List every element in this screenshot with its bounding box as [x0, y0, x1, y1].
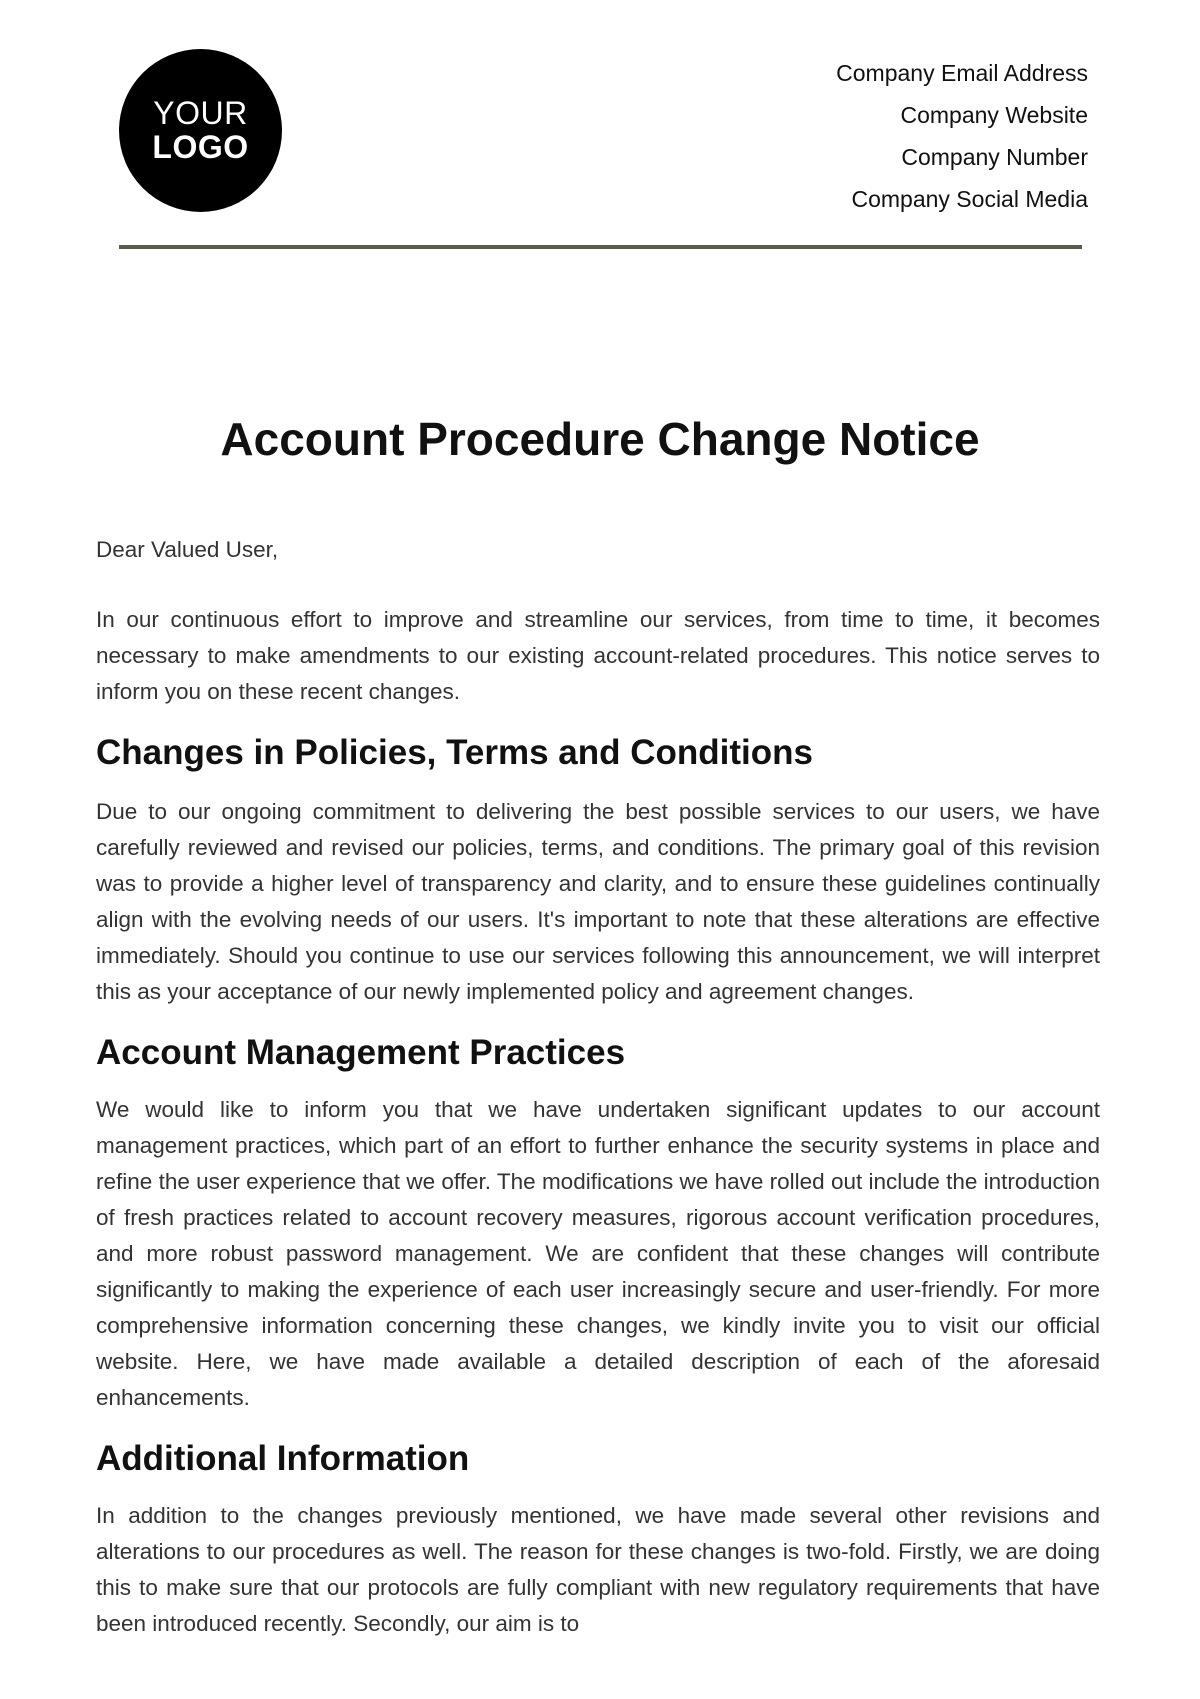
- section-body-policies: Due to our ongoing commitment to delivering the best possible services to our users, we have carefully reviewed and revised our policies, terms, and conditions. The primary goal of this revision was to provide a higher level of transparency and clarity, and to ensure these guidelines continually align with the evolving needs of our users. It's important to note that these alterations are effective immediately. Should you continue to use our services following this announcement, we will interpret this as your acceptance of our newly implemented policy and agreement changes.: [96, 799, 1100, 1004]
- greeting: Dear Valued User,: [96, 537, 279, 562]
- section-body-account-management: We would like to inform you that we have undertaken significant updates to our account management practices, which part of an effort to further enhance the security systems in place and refine the user experience that we offer. The modifications we have rolled out include the introduction of fresh practices related to account recovery measures, rigorous account verification procedures, and more robust password management. We are confident that these changes will contribute significantly to making the experience of each user increasingly secure and user-friendly. For more comprehensive information concerning these changes, we kindly invite you to visit our official website. Here, we have made available a detailed description of each of the aforesaid enhancements.: [96, 1097, 1100, 1410]
- document-title: Account Procedure Change Notice: [220, 413, 980, 465]
- company-number: Company Number: [901, 144, 1088, 170]
- section-heading-policies: Changes in Policies, Terms and Conditions: [96, 733, 813, 772]
- company-contact-block: [836, 52, 1088, 220]
- company-social-media: Company Social Media: [851, 186, 1088, 212]
- document-body: [96, 532, 1100, 1642]
- logo-text-your: YOUR: [153, 94, 248, 131]
- section-body-additional-info: In addition to the changes previously mentioned, we have made several other revisions and alterations to our procedures as well. The reason for these changes is two-fold. Firstly, we are doing this to make sure that our protocols are fully compliant with new regulatory requirements that have been introduced recently. Secondly, our aim is to: [96, 1503, 1100, 1636]
- company-email: Company Email Address: [836, 60, 1088, 86]
- header-divider: [119, 245, 1082, 249]
- company-website: Company Website: [900, 102, 1088, 128]
- section-heading-additional-info: Additional Information: [96, 1439, 470, 1478]
- logo-text-logo: LOGO: [152, 128, 249, 165]
- company-logo: [119, 49, 282, 212]
- section-heading-account-management: Account Management Practices: [96, 1033, 626, 1072]
- intro-paragraph: In our continuous effort to improve and streamline our services, from time to time, it becomes necessary to make amendments to our existing account-related procedures. This notice serves to inform you on these recent changes.: [96, 607, 1100, 704]
